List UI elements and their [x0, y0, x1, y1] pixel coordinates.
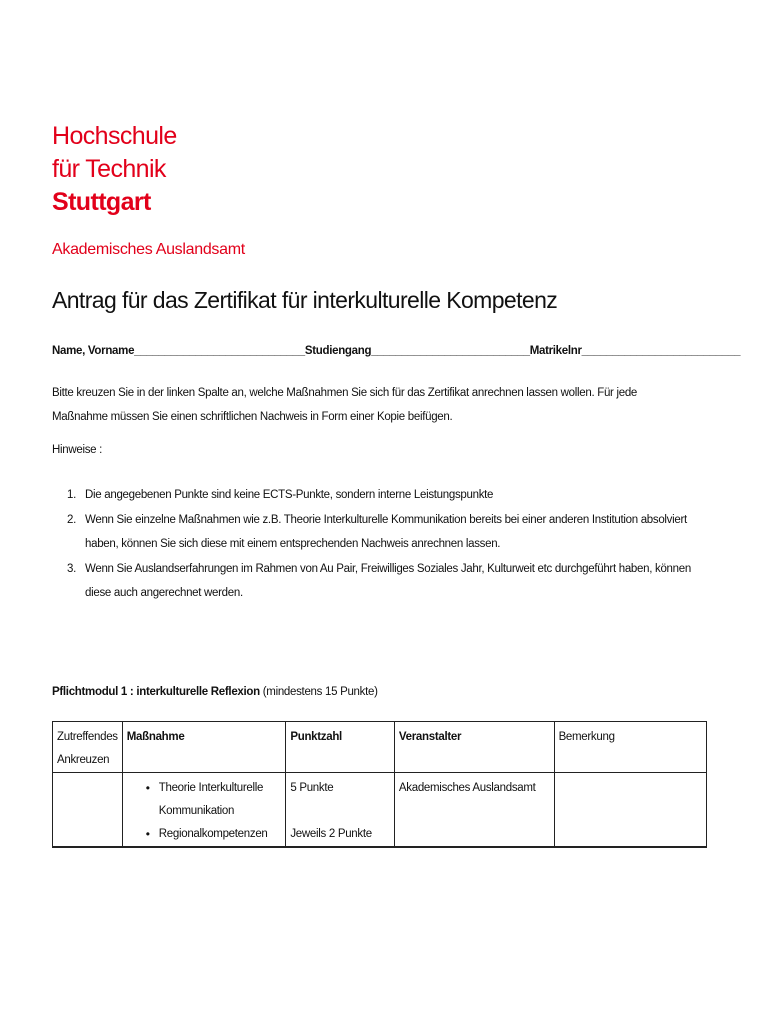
- bullet-icon: •: [145, 827, 150, 841]
- applicant-fields-row: [52, 345, 740, 357]
- measure-text: Theorie Interkulturelle Kommunikation: [158, 782, 264, 817]
- spacer: [290, 800, 390, 823]
- header-select: Zutreffendes Ankreuzen: [53, 722, 123, 773]
- program-field[interactable]: __________________________: [371, 345, 530, 357]
- table-header-row: [53, 722, 707, 773]
- list-item-text: Die angegebenen Punkte sind keine ECTS-Punkte, sondern interne Leistungspunkte: [85, 489, 494, 501]
- list-item: [52, 508, 712, 557]
- list-item-text: Wenn Sie einzelne Maßnahmen wie z.B. Theorie Interkulturelle Kommunikation bereits bei einer anderen Institution absolviert haben, können Sie sich diese mit einem entsprechenden Nachweis anrechnen lassen.: [85, 513, 687, 550]
- list-item: [145, 823, 282, 846]
- list-item: [52, 483, 712, 508]
- header-organizer: Veranstalter: [394, 722, 554, 773]
- name-label: Name, Vorname: [52, 345, 135, 357]
- department-name: Akademisches Auslandsamt: [52, 241, 245, 258]
- page-title: Antrag für das Zertifikat für interkulturelle Kompetenz: [52, 287, 558, 313]
- logo-line-3: Stuttgart: [52, 188, 151, 216]
- list-item-text: Wenn Sie Auslandserfahrungen im Rahmen von Au Pair, Freiwilliges Soziales Jahr, Kulturweit etc durchgeführt haben, können diese auch angerechnet werden.: [85, 562, 691, 599]
- select-checkbox-cell[interactable]: [53, 773, 123, 848]
- hinweise-label: Hinweise :: [52, 444, 103, 456]
- program-label: Studiengang: [304, 345, 372, 357]
- list-item-number: 1.: [67, 489, 76, 501]
- measure-cell: [122, 773, 286, 848]
- module-table: [52, 721, 707, 848]
- measure-text: Regionalkompetenzen: [158, 828, 268, 840]
- points-text: 5 Punkte: [290, 782, 334, 794]
- points-cell: [286, 773, 395, 848]
- module-heading-rest: (mindestens 15 Punkte): [259, 686, 378, 698]
- header-remark: Bemerkung: [554, 722, 706, 773]
- module-heading-bold: Pflichtmodul 1 : interkulturelle Reflexion: [52, 686, 260, 698]
- list-item-number: 2.: [67, 513, 76, 526]
- remark-cell[interactable]: [554, 773, 706, 848]
- module-heading: [52, 686, 378, 698]
- list-item-number: 3.: [67, 562, 76, 575]
- measure-list: [127, 777, 282, 846]
- matriculation-label: Matrikelnr: [529, 345, 582, 357]
- matriculation-field[interactable]: __________________________: [581, 345, 741, 357]
- list-item: [52, 557, 712, 606]
- logo-line-2: für Technik: [52, 155, 166, 183]
- points-text: Jeweils 2 Punkte: [290, 828, 372, 840]
- organizer-cell: Akademisches Auslandsamt: [394, 773, 554, 848]
- list-item: [145, 777, 282, 823]
- header-points: Punktzahl: [286, 722, 395, 773]
- bullet-icon: •: [145, 781, 150, 795]
- hinweise-list: [52, 483, 712, 606]
- intro-paragraph: Bitte kreuzen Sie in der linken Spalte an, welche Maßnahmen Sie sich für das Zertifikat anrechnen lassen wollen. Für jede Maßnahme müssen Sie einen schriftlichen Nachweis in Form einer Kopie beifügen.: [52, 387, 638, 423]
- header-measure: Maßnahme: [122, 722, 286, 773]
- name-field[interactable]: ____________________________: [134, 345, 305, 357]
- table-row: [53, 773, 707, 848]
- hft-logo: [52, 120, 177, 219]
- logo-line-1: Hochschule: [52, 122, 177, 150]
